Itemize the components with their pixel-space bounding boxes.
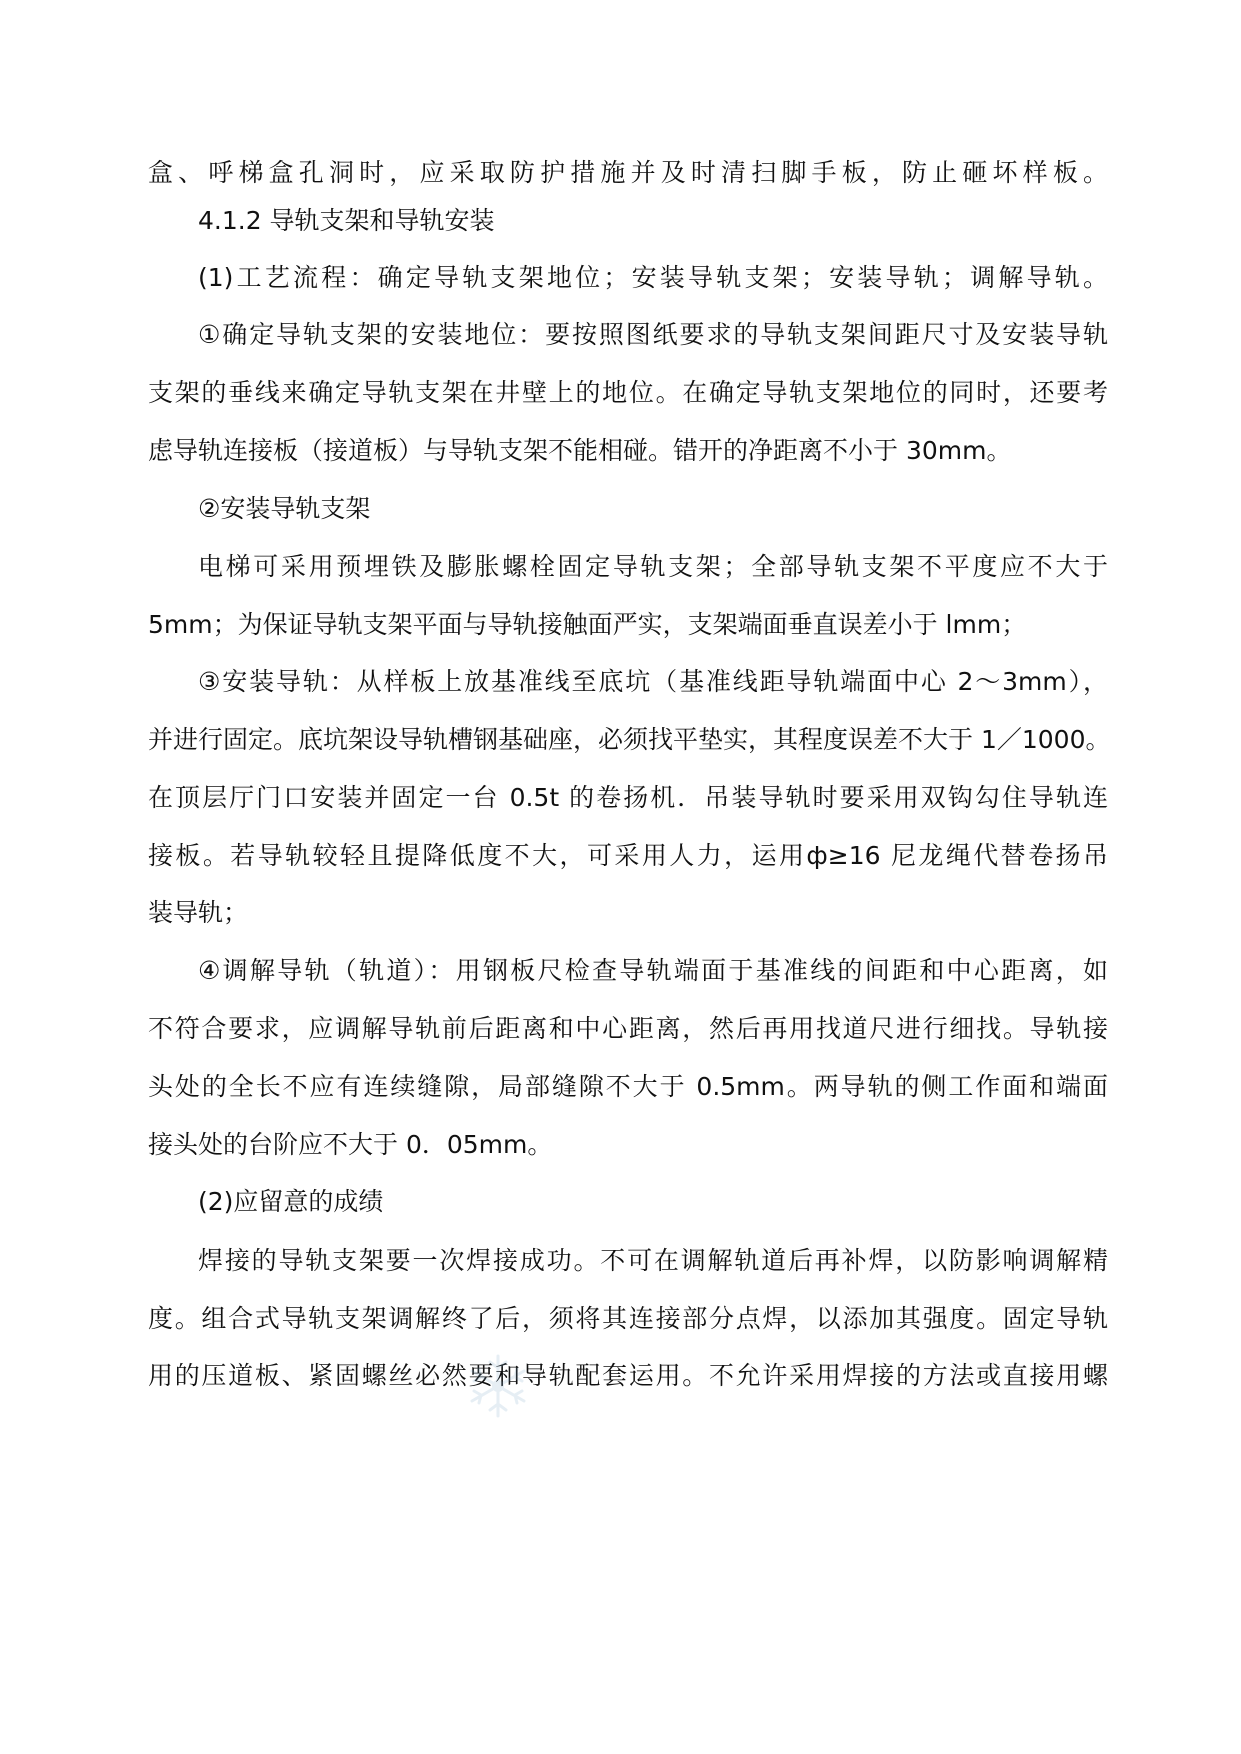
subheading-issues: (2)应留意的成绩 <box>198 1187 384 1216</box>
text-line-10: ③安装导轨：从样板上放基准线至底坑（基准线距导轨端面中心 2～3mm）， <box>198 667 1108 696</box>
text-line-12: 在顶层厅门口安装并固定一台 0.5t 的卷扬机．吊装导轨时要采用双钩勾住导轨连 <box>148 783 1108 812</box>
text-line-13: 接板。若导轨较轻且提降低度不大，可采用人力，运用ф≥16 尼龙绳代替卷扬吊 <box>148 841 1108 870</box>
text-line-8: 电梯可采用预埋铁及膨胀螺栓固定导轨支架；全部导轨支架不平度应不大于 <box>198 552 1108 581</box>
text-line-14: 装导轨； <box>148 898 249 927</box>
text-line-11: 并进行固定。底坑架设导轨槽钢基础座，必须找平垫实，其程度误差不大于 1／1000。 <box>148 725 1111 754</box>
section-heading-4-1-2: 4.1.2 导轨支架和导轨安装 <box>198 206 495 235</box>
text-line-9: 5mm；为保证导轨支架平面与导轨接触面严实，支架端面垂直误差小于 lmm； <box>148 610 1027 639</box>
text-line-22: 用的压道板、紧固螺丝必然要和导轨配套运用。不允许采用焊接的方法或直接用螺 <box>148 1361 1108 1390</box>
text-line-15: ④调解导轨（轨道）：用钢板尺检查导轨端面于基准线的间距和中心距离，如 <box>198 956 1108 985</box>
snowflake-watermark-icon <box>462 1350 534 1422</box>
text-line-6: 虑导轨连接板（接道板）与导轨支架不能相碰。错开的净距离不小于 30mm。 <box>148 436 1012 465</box>
text-line-1: 盒、呼梯盒孔洞时，应采取防护措施并及时清扫脚手板，防止砸坏样板。 <box>148 158 1108 187</box>
text-line-17: 头处的全长不应有连续缝隙，局部缝隙不大于 0.5mm。两导轨的侧工作面和端面 <box>148 1072 1108 1101</box>
process-flow-line: (1)工艺流程：确定导轨支架地位；安装导轨支架；安装导轨；调解导轨。 <box>198 263 1108 292</box>
text-line-5: 支架的垂线来确定导轨支架在井壁上的地位。在确定导轨支架地位的同时，还要考 <box>148 378 1108 407</box>
text-line-4: ①确定导轨支架的安装地位：要按照图纸要求的导轨支架间距尺寸及安装导轨 <box>198 320 1108 349</box>
text-line-20: 焊接的导轨支架要一次焊接成功。不可在调解轨道后再补焊，以防影响调解精 <box>198 1246 1108 1275</box>
text-line-16: 不符合要求，应调解导轨前后距离和中心距离，然后再用找道尺进行细找。导轨接 <box>148 1014 1108 1043</box>
text-line-18: 接头处的台阶应不大于 0．05mm。 <box>148 1130 553 1159</box>
subheading-install-bracket: ②安装导轨支架 <box>198 494 371 523</box>
text-line-21: 度。组合式导轨支架调解终了后，须将其连接部分点焊，以添加其强度。固定导轨 <box>148 1304 1108 1333</box>
